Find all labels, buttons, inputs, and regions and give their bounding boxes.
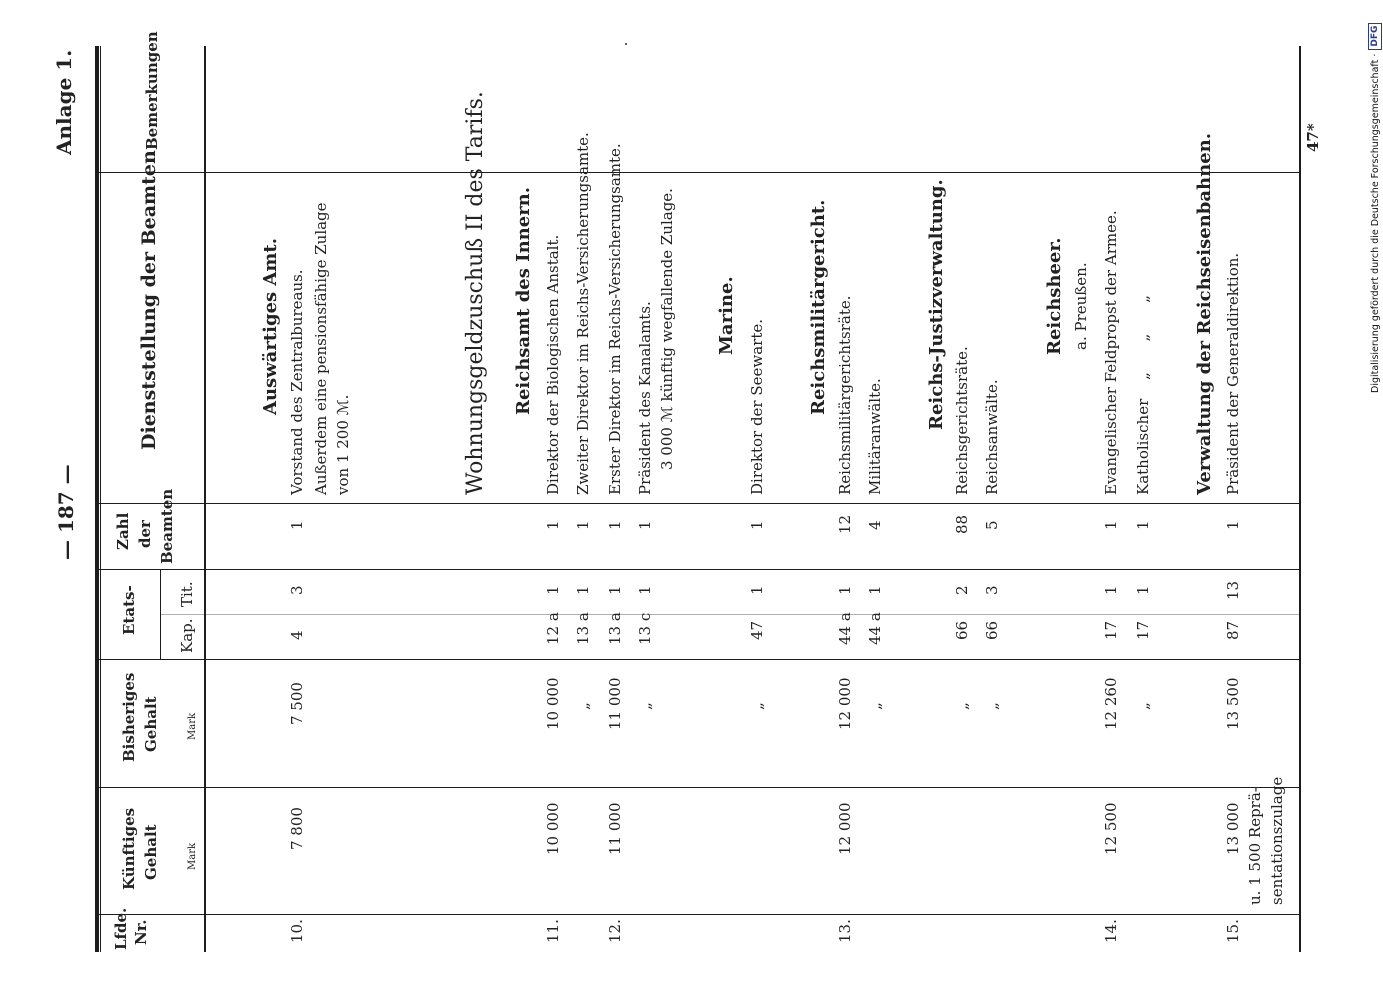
row12-position: Erster Direktor im Reichs-Versicherungsamte. bbox=[606, 143, 624, 495]
header-remarks: Bemerkungen bbox=[143, 31, 161, 150]
row13-position: Reichsmilitärgerichtsräte. bbox=[836, 295, 854, 495]
header-previous-salary-2: Gehalt bbox=[142, 696, 160, 752]
row11-count: 1 bbox=[544, 520, 562, 530]
row11-position: Direktor der Biologischen Anstalt. bbox=[544, 234, 562, 495]
row14b-kap: 17 bbox=[1134, 620, 1152, 640]
row15-position: Präsident der Generaldirektion. bbox=[1224, 252, 1242, 495]
row10-tit: 3 bbox=[288, 585, 306, 595]
row14b-position: Katholischer bbox=[1134, 398, 1152, 495]
header-nr-line2: Nr. bbox=[132, 919, 150, 945]
marine-count: 1 bbox=[748, 520, 766, 530]
row13b-count: 4 bbox=[866, 520, 884, 530]
marine-tit: 1 bbox=[748, 585, 766, 595]
row12b-position: Präsident des Kanalamts. bbox=[636, 301, 654, 495]
col-sep-count-position bbox=[99, 503, 1300, 504]
header-tit: Tit. bbox=[178, 581, 196, 607]
row14b-tit: 1 bbox=[1134, 585, 1152, 595]
row15-count: 1 bbox=[1224, 520, 1242, 530]
row12b-kap: 13 c bbox=[636, 612, 654, 645]
marine-previous-ditto: „ bbox=[748, 702, 766, 710]
row14-future: 12 500 bbox=[1102, 802, 1120, 855]
row11b-previous-ditto: „ bbox=[574, 702, 592, 710]
scan-speck bbox=[625, 43, 627, 45]
header-etat: Etats- bbox=[120, 585, 138, 635]
row12-tit: 1 bbox=[606, 585, 624, 595]
col-sep-etat-count bbox=[99, 569, 1300, 570]
row13-future: 12 000 bbox=[836, 802, 854, 855]
col-sep-future bbox=[99, 787, 1300, 788]
row14-position: Evangelischer Feldpropst der Armee. bbox=[1102, 210, 1120, 495]
row13b-previous-ditto: „ bbox=[866, 702, 884, 710]
dfg-logo: DFG bbox=[1368, 23, 1382, 50]
table-bottom-rule bbox=[1299, 46, 1301, 952]
row10-extra-1: Außerdem eine pensionsfähige Zulage bbox=[312, 202, 330, 495]
section-reichseisenbahnen: Verwaltung der Reichseisenbahnen. bbox=[1194, 133, 1215, 495]
row14-previous: 12 260 bbox=[1102, 677, 1120, 730]
header-bottom-rule bbox=[204, 46, 206, 952]
header-future-salary-2: Gehalt bbox=[142, 824, 160, 880]
col-sep-kap-tit-body bbox=[160, 614, 1300, 615]
row11-kap: 12 a bbox=[544, 612, 562, 645]
header-kap: Kap. bbox=[178, 618, 196, 653]
col-sep-kap-tit bbox=[160, 570, 161, 660]
row10-previous: 7 500 bbox=[288, 682, 306, 725]
row14b-count: 1 bbox=[1134, 520, 1152, 530]
row12b-previous-ditto: „ bbox=[636, 702, 654, 710]
justiz-tit: 2 bbox=[953, 585, 971, 595]
row12-previous: 11 000 bbox=[606, 677, 624, 730]
section-reichsheer: Reichsheer. bbox=[1044, 237, 1065, 355]
row14b-previous-ditto: „ bbox=[1134, 702, 1152, 710]
row10-kap: 4 bbox=[288, 630, 306, 640]
row15-tit: 13 bbox=[1224, 580, 1242, 600]
row15-nr: 15. bbox=[1224, 919, 1242, 943]
row12-count: 1 bbox=[606, 520, 624, 530]
header-count-3: Beamten bbox=[158, 488, 176, 564]
row15-future: 13 000 bbox=[1224, 802, 1242, 855]
justiz-count: 88 bbox=[953, 514, 971, 534]
justiz-kap: 66 bbox=[953, 620, 971, 640]
col-sep-previous bbox=[99, 659, 1300, 660]
digitization-credit-text: Digitalisierung gefördert durch die Deutsche Forschungsgemeinschaft · bbox=[1369, 53, 1381, 393]
header-previous-unit: Mark bbox=[187, 712, 198, 740]
justiz-b-tit: 3 bbox=[983, 585, 1001, 595]
section-reichsamt-innern: Reichsamt des Innern. bbox=[513, 186, 534, 415]
justiz-b-previous-ditto: „ bbox=[983, 702, 1001, 710]
row15-kap: 87 bbox=[1224, 620, 1242, 640]
row13b-kap: 44 a bbox=[866, 612, 884, 645]
row15-previous: 13 500 bbox=[1224, 677, 1242, 730]
row12b-tit: 1 bbox=[636, 585, 654, 595]
row13-tit: 1 bbox=[836, 585, 854, 595]
section-reichsmilitaergericht: Reichsmilitärgericht. bbox=[808, 199, 829, 415]
row12-future: 11 000 bbox=[606, 802, 624, 855]
justiz-b-kap: 66 bbox=[983, 620, 1001, 640]
row11b-kap: 13 a bbox=[574, 612, 592, 645]
row14-count: 1 bbox=[1102, 520, 1120, 530]
col-sep-nr bbox=[99, 914, 1300, 915]
row11-previous: 10 000 bbox=[544, 677, 562, 730]
row12b-extra: 3 000 ℳ künftig wegfallende Zulage. bbox=[658, 188, 676, 470]
row13-nr: 13. bbox=[836, 919, 854, 943]
header-future-unit: Mark bbox=[187, 842, 198, 870]
marine-kap: 47 bbox=[748, 620, 766, 640]
digitization-credit bbox=[1366, 8, 1383, 393]
header-count-2: der bbox=[136, 520, 154, 548]
row14-nr: 14. bbox=[1102, 919, 1120, 943]
row13b-position: Militäranwälte. bbox=[866, 378, 884, 495]
row12-nr: 12. bbox=[606, 919, 624, 943]
row10-position: Vorstand des Zentralbureaus. bbox=[288, 269, 306, 495]
annex-label: Anlage 1. bbox=[52, 49, 76, 155]
section-reichs-justizverwaltung: Reichs-Justizverwaltung. bbox=[926, 179, 947, 430]
row11b-tit: 1 bbox=[574, 585, 592, 595]
header-position: Dienststellung der Beamten bbox=[138, 150, 160, 450]
row13b-tit: 1 bbox=[866, 585, 884, 595]
justiz-position: Reichsgerichtsräte. bbox=[953, 346, 971, 495]
row14-tit: 1 bbox=[1102, 585, 1120, 595]
sheet-mark: 47* bbox=[1304, 123, 1322, 152]
justiz-previous-ditto: „ bbox=[953, 702, 971, 710]
row11b-count: 1 bbox=[574, 520, 592, 530]
header-count-1: Zahl bbox=[114, 512, 132, 550]
tariff-heading: Wohnungsgeldzuschuß II des Tarifs. bbox=[463, 91, 488, 495]
row15-future-extra-2: sentationszulage bbox=[1268, 776, 1286, 905]
row14-kap: 17 bbox=[1102, 620, 1120, 640]
table-top-double-rule bbox=[95, 46, 99, 952]
row12b-count: 1 bbox=[636, 520, 654, 530]
row13-kap: 44 a bbox=[836, 612, 854, 645]
row10-future: 7 800 bbox=[288, 807, 306, 850]
col-sep-position-remarks bbox=[99, 172, 1300, 173]
subsection-preussen: a. Preußen. bbox=[1072, 262, 1090, 350]
row11-future: 10 000 bbox=[544, 802, 562, 855]
table-top-rule-inner bbox=[100, 46, 101, 952]
row10-nr: 10. bbox=[288, 919, 306, 943]
header-previous-salary-1: Bisheriges bbox=[120, 672, 138, 762]
justiz-b-position: Reichsanwälte. bbox=[983, 379, 1001, 495]
header-nr-line1: Lfde. bbox=[112, 907, 130, 950]
row11-tit: 1 bbox=[544, 585, 562, 595]
row11b-position: Zweiter Direktor im Reichs-Versicherungsamte. bbox=[574, 132, 592, 495]
row14b-ditto-marks: „ „ „ bbox=[1134, 295, 1152, 380]
page-number: — 187 — bbox=[54, 464, 78, 560]
row15-future-extra-1: u. 1 500 Reprä- bbox=[1246, 787, 1264, 905]
header-future-salary-1: Künftiges bbox=[120, 807, 138, 890]
marine-position: Direktor der Seewarte. bbox=[748, 318, 766, 495]
row10-count: 1 bbox=[288, 520, 306, 530]
row13-count: 12 bbox=[836, 514, 854, 534]
justiz-b-count: 5 bbox=[983, 520, 1001, 530]
section-auswaertiges-amt: Auswärtiges Amt. bbox=[260, 237, 281, 415]
row11-nr: 11. bbox=[544, 919, 562, 943]
row10-extra-2: von 1 200 ℳ. bbox=[334, 394, 352, 495]
row12-kap: 13 a bbox=[606, 612, 624, 645]
section-marine: Marine. bbox=[716, 276, 737, 355]
row13-previous: 12 000 bbox=[836, 677, 854, 730]
